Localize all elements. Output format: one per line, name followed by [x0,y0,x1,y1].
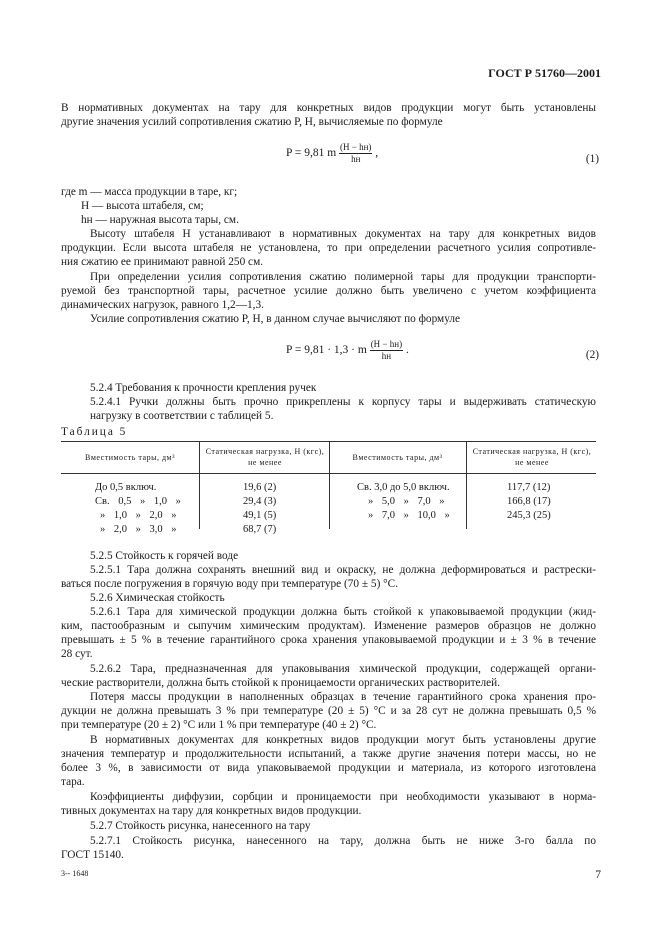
para2-line-1: Высоту штабеля H устанавливают в нормативных документах на тару для конкретных видов [90,228,596,240]
section-5-2-6-p2-line-1: 5.2.6.2 Тара, предназначенная для упаковывания химической продукции, содержащей органи- [90,663,596,675]
formula-2-lhs: P = 9,81 · 1,3 · m [286,344,367,357]
formula-1-numerator: (H − hн) [340,142,372,152]
table-divider-3 [466,441,467,473]
formula-2-number: (2) [585,349,599,361]
formula-2-denominator: hн [381,351,392,361]
table-row-left-2-capacity: Св. 0,5 » 1,0 » [95,496,181,507]
table-row-left-1-capacity: До 0,5 включ. [95,482,157,493]
section-5-2-6-p4-line-3: более 3 %, в зависимости от вида упаковываемой продукции и материала, из которого изготовлена [61,762,596,774]
formula-1-denominator: hн [351,154,361,164]
para3-line-2: руемой без транспортной тары, расчетное усилие должно быть увеличено с учетом коэффициента [61,285,596,297]
table-row-left-3-load: 49,1 (5) [243,510,277,521]
page-number: 7 [595,869,601,881]
table-row-right-2-capacity: » 5,0 » 7,0 » [368,496,445,507]
section-5-2-4-line-2: нагрузку в соответствии с таблицей 5. [90,410,274,422]
section-5-2-6-p1-line-2: ким, пастообразным и сыпучим химическим продуктам). Изменение размеров образцов не должно [61,620,596,632]
formula-1-lhs: P = 9,81 m [286,147,337,160]
section-5-2-5-title: 5.2.5 Стойкость к горячей воде [90,550,239,562]
section-5-2-6-p1-line-3: превышать ± 5 % в течение гарантийного срока хранения упаковываемой продукции и ± 3 % в течение [61,634,596,646]
section-5-2-6-p1-line-1: 5.2.6.1 Тара для химической продукции должна быть стойкой к упаковываемой продукции (жид- [90,606,596,618]
formula-2-tail: . [405,344,409,357]
formula-2 [286,339,409,362]
table-head-load-left: Статическая нагрузка, Н (кгс), не менее [205,447,325,467]
table-head-capacity-right: Вместимость тары, дм³ [352,453,443,462]
table-row-left-1-load: 19,6 (2) [243,482,277,493]
table-row-left-2-load: 29,4 (3) [243,496,277,507]
section-5-2-6-p4-line-2: значения температур и продолжительности испытаний, а также другие значения потери массы, но не [61,748,596,760]
section-5-2-4-title: 5.2.4 Требования к прочности крепления ручек [90,382,317,394]
section-5-2-6-p2-line-2: ческие растворители, должна быть стойкой к проницаемости органических растворителей. [61,677,501,689]
para2-line-2: продукции. Если высота штабеля не установлена, то при определении расчетного усилия сопротивле- [61,242,596,254]
table-row-left-3-capacity: » 1,0 » 2,0 » [100,510,177,521]
section-5-2-7-line-2: ГОСТ 15140. [61,849,124,861]
table-row-right-3-load: 245,3 (25) [507,510,551,521]
para2-line-3: ния сжатию ее принимают равной 250 см. [61,256,264,268]
section-5-2-6-p4-line-4: тара. [61,776,85,788]
formula-2-fraction [370,339,403,362]
table-head-load-right: Статическая нагрузка, Н (кгс), не менее [472,447,592,467]
section-5-2-6-p3-line-2: дукции не должна превышать 3 % при температуре (20 ± 5) °С и за 28 сут не должна превышать 0,5 % [61,705,596,717]
section-5-2-6-p1-line-4: 28 сут. [61,648,93,660]
intro-line-2: другие значения усилий сопротивления сжатию P, Н, вычисляемые по формуле [61,116,443,128]
section-5-2-6-p4-line-1: В нормативных документах для конкретных видов продукции могут быть установлены другие [90,734,596,746]
where-line-3: hн — наружная высота тары, см. [81,214,239,226]
table-row-right-2-load: 166,8 (17) [507,496,551,507]
table-row-right-1-load: 117,7 (12) [507,482,551,493]
table-divider-1 [199,441,200,473]
section-5-2-6-p3-line-1: Потеря массы продукции в наполненных образцах в течение гарантийного срока хранения про- [90,691,596,703]
section-5-2-6-title: 5.2.6 Химическая стойкость [90,592,225,604]
intro-line-1: В нормативных документах на тару для конкретных видов продукции могут быть установлены [61,102,596,114]
section-5-2-5-line-2: ваться после погружения в горячую воду при температуре (70 ± 5) °С. [61,578,399,590]
para4-line-1: Усилие сопротивления сжатию P, Н, в данном случае вычисляют по формуле [90,313,460,325]
print-mark: 3-- 1648 [61,869,89,878]
where-line-2: H — высота штабеля, см; [81,200,204,212]
table-row-right-3-capacity: » 7,0 » 10,0 » [368,510,450,521]
table-5-caption: Таблица 5 [61,426,128,438]
formula-1-fraction [339,142,372,165]
section-5-2-4-line-1: 5.2.4.1 Ручки должны быть прочно прикреплены к корпусу тары и выдерживать статическую [90,396,596,408]
section-5-2-6-p3-line-3: при температуре (20 ± 2) °С или 1 % при температуре (40 ± 2) °С. [61,719,377,731]
para3-line-3: динамических нагрузок, равного 1,2—1,3. [61,299,264,311]
section-5-2-7-line-1: 5.2.7.1 Стойкость рисунка, нанесенного на тару, должна быть не ниже 3-го балла по [90,835,596,847]
table-body-divider-2 [329,473,330,529]
section-5-2-6-p5-line-1: Коэффициенты диффузии, сорбции и проницаемости при необходимости указывают в норма- [90,791,596,803]
table-row-right-1-capacity: Св. 3,0 до 5,0 включ. [357,482,450,493]
section-5-2-6-p5-line-2: тивных документах на тару для конкретных видов продукции. [61,805,362,817]
formula-1 [286,142,378,165]
formula-1-tail: , [375,147,379,160]
section-5-2-7-title: 5.2.7 Стойкость рисунка, нанесенного на тару [90,820,311,832]
table-body-divider-1 [199,473,200,529]
table-row-left-4-load: 68,7 (7) [243,524,277,535]
table-body-divider-3 [466,473,467,529]
document-id: ГОСТ Р 51760—2001 [488,66,601,80]
table-head-capacity-left: Вместимость тары, дм³ [85,453,175,462]
para3-line-1: При определении усилия сопротивления сжатию полимерной тары для продукции транспорти- [90,271,596,283]
table-row-left-4-capacity: » 2,0 » 3,0 » [100,524,177,535]
formula-1-number: (1) [585,153,599,165]
formula-2-numerator: (H − hн) [370,339,403,349]
section-5-2-5-line-1: 5.2.5.1 Тара должна сохранять внешний вид и окраску, не должна деформироваться и растрески- [90,564,596,576]
where-line-1: где m — масса продукции в таре, кг; [61,186,238,198]
